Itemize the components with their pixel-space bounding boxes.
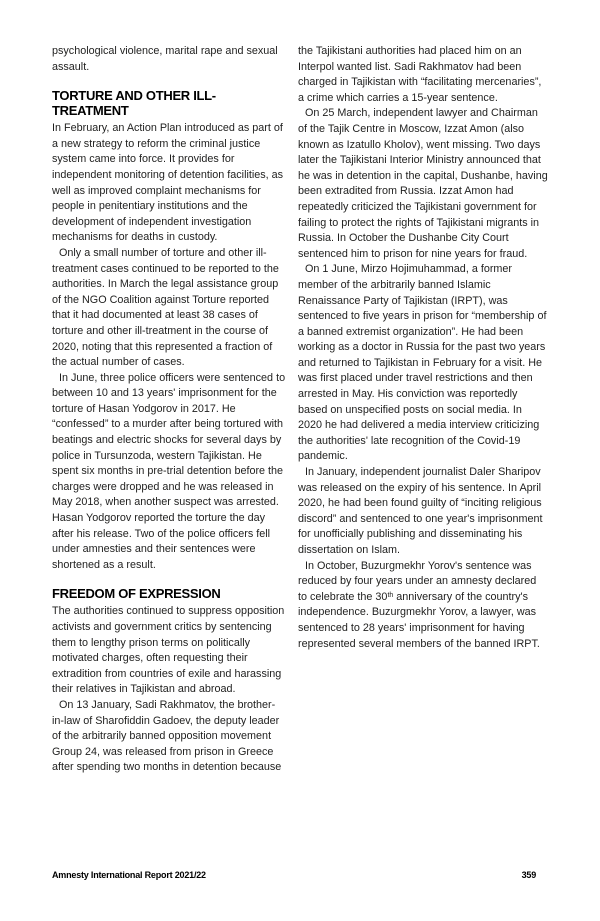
paragraph-continuation: psychological violence, marital rape and sexual assault. — [52, 45, 278, 73]
paragraph-yorov-text-start: In October, Buzurgmekhr Yorov's sentence was reduced by four years under an amnesty declared to celebrate the 30 — [298, 559, 537, 603]
paragraph-izzat-amon: On 25 March, independent lawyer and Chairman of the Tajik Centre in Moscow, Izzat Amon (also known as Izatullo Kholov), went missing. Two days later the Tajikistani Interior Ministry announced that he was in detention in the capital, Dushanbe, having been extradited from Russia. Izzat Amon had repeatedly criticized the Tajikistani government for failing to protect the rights of Tajikistani migrants in Russia. In October the Dushanbe City Court sentenced him to prison for nine years for fraud. — [298, 107, 548, 260]
paragraph-sharipov: In January, independent journalist Daler Sharipov was released on the expiry of his sentence. In April 2020, he had been found guilty of “inciting religious discord” and sentenced to one year's imprisonment for unofficially publishing and disseminating his dissertation on Islam. — [298, 466, 543, 556]
report-title: Amnesty International Report 2021/22 — [52, 870, 206, 880]
paragraph-police-officers: In June, three police officers were sentenced to between 10 and 13 years' imprisonment for the torture of Hasan Yodgorov in 2017. He “confessed” to a murder after being tortured with beatings and electric shocks for several days by police in Tursunzoda, western Tajikistan. He spent six months in pre-trial detention before the charges were dropped and he was released in May 2018, when another suspect was arrested. Hasan Yodgorov reported the torture the day after his release. Two of the police officers fell under amnesties and their sentences were shortened as a result. — [52, 371, 286, 571]
right-column — [298, 44, 548, 776]
paragraph-yorov-text-end: anniversary of the country's independence. Buzurgmekhr Yorov, a lawyer, was sentenced to 28 years' imprisonment for having represented several members of the banned IRPT. — [298, 590, 540, 650]
page-content — [52, 44, 546, 776]
section-heading-torture: TORTURE AND OTHER ILL-TREATMENT — [52, 88, 216, 119]
paragraph-torture-cases: Only a small number of torture and other ill-treatment cases continued to be reported to the authorities. In March the legal assistance group of the NGO Coalition against Torture reported that it had documented at least 38 cases of torture and other ill-treatment in the course of 2020, noting that this represented a fraction of the actual number of cases. — [52, 246, 279, 369]
section-heading-freedom-of-expression: FREEDOM OF EXPRESSION — [52, 586, 221, 602]
paragraph-yorov — [298, 559, 548, 653]
page-footer — [52, 870, 536, 880]
ordinal-superscript: th — [387, 591, 394, 599]
page-number: 359 — [521, 870, 536, 880]
left-column — [52, 44, 286, 776]
paragraph-hojimuhammad: On 1 June, Mirzo Hojimuhammad, a former member of the arbitrarily banned Islamic Renaissance Party of Tajikistan (IRPT), was sentenced to five years in prison for “membership of a banned extremist organization”. He had been working as a doctor in Russia for the past two years and returned to Tajikistan in February for a visit. He was first placed under travel restrictions and then arrested in May. His conviction was reportedly based on unspecified posts on social media. In 2020 he had delivered a media interview criticizing the authorities' late recognition of the Covid-19 pandemic. — [298, 263, 547, 463]
paragraph-rakhmatov-continued: the Tajikistani authorities had placed him on an Interpol wanted list. Sadi Rakhmatov had been charged in Tajikistan with “facilitating mercenaries”, a crime which carries a 15-year sentence. — [298, 45, 542, 104]
paragraph-suppression: The authorities continued to suppress opposition activists and government critics by sentencing them to lengthy prison terms on politically motivated charges, often requesting their extradition from countries of exile and harassing their relatives in Tajikistan and abroad. — [52, 605, 285, 696]
paragraph-action-plan: In February, an Action Plan introduced as part of a new strategy to reform the criminal justice system came into force. It provides for independent monitoring of detention facilities, as well as improved complaint mechanisms for people in penitentiary institutions and the development of independent investigation mechanisms for deaths in custody. — [52, 122, 284, 244]
paragraph-rakhmatov: On 13 January, Sadi Rakhmatov, the brother-in-law of Sharofiddin Gadoev, the deputy leader of the arbitrarily banned opposition movement Group 24, was released from prison in Greece after spending two months in detention because — [52, 698, 282, 774]
